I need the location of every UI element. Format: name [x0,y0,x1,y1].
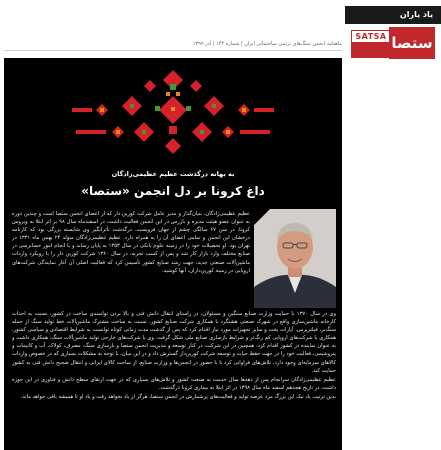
ornament-center [159,70,187,154]
logo-latin: SATSA [351,30,391,43]
logo-bar [351,42,389,58]
article-subhead: به بهانه درگذشت عظیم عظیمی‌زادگان [111,170,235,178]
mourning-ribbon-icon [254,209,270,225]
running-head: ماهنامه انجمن سنگ‌های تزئینی ساختمانی ایران | شماره ۱۴۴ | آذر ۱۳۹۹ [4,40,342,51]
article-paragraph: عظیم عظیمی‌زادگان سرانجام پس از دهه‌ها سال خدمت به صنعت کشور و تلاش‌های بسیاری که در جهت ارتقای سطح دانش و فناوری در این حوزه داشت، در تاریخ هجدهم اسفند ماه سال ۱۳۹۸ در اثر ابتلا به بیماری کرونا درگذشت. [12,376,336,391]
section-tab: یاد یاران [345,6,441,24]
article-paragraph: بدین ترتیب یاد نیک این بزرگ مرد عرصه تولید و فعالیت‌های پرشمارش در انجمن ستصا، هرگز از یاد نخواهد رفت و یاد او تا همیشه باقی خواهد ماند. [20,393,336,400]
article-paragraph: وی در سال ۱۳۷۰ با حمایت وزارت صنایع سنگین و مسئولان، در راستای انتقال دانش فنی و بالا بردن توانمندی ساخت در کشور، نسبت به احداث کارخانه ماشین‌سازی واقع در شهرک صنعتی هشتگرد با همکاری شرکت صنایع کشور، نسبت به ساخت مشترک ماشین‌آلات خط تولید سنگ از جمله سنگ‌بر، فیلترپرس، آپارات پخت و سایر تجهیزات مورد نیاز اقدام کرد که پس از گذشت مدت زمانی کوتاه توانست به شرایط اقتصادی و سیاسی کشور، همکاری با شرکت‌های اروپایی کم رنگ‌تر و شرایط بازسازی صنایع ملی شکل گرفت. وی با شرکت‌های خارجی تولید ماشین‌آلات سنگ، همکاری داشت و به عنوان نماینده در کشور اقدام کرد. همچنین در این شرکت، در کنار توسعه و مدیریت انجمن ستصا و بازسازی سنگ، مصرف، کولاک، آب و کانیمات و پتروشیمی، فعالیت خود را در جهت حفظ حیات و توسعه شرکت کورین‌دار گسترش داد و در این میان، با توجه به مشکلات بسیاری که در خصوص واردات کالاهای سرمایه‌ای وجود دارد، تلاش‌های فراوانی کرد تا با حضور در انجمن‌ها و وزارت صنایع، از ساخت کالای ایرانی و انتقال صحیح دانش فنی به کشور حمایت کند. [12,311,336,374]
article-headline: داغ کرونا بر دل انجمن «ستصا» [81,184,265,198]
sidebar [345,0,441,450]
article-panel [4,58,342,450]
article-intro-text [12,210,250,307]
article-paragraph: عظیم عظیمی‌زادگان، بنیان‌گذار و مدیر عامل شرکت کورین دار که از اعضای انجمن ستصا است و چندین دوره به عنوان عضو هیئت مدیره و بازرس در این انجمن فعالیت داشت، در اسفندماه سال ۹۸ بر اثر ابتلا به ویروس کرونا، در سن ۶۷ سالگی چشم از جهان فروبست. درگذشت تأثرانگیز وی شایسته بزرگی بود که کارنامه درخشان این انجمن و تمامی اعضای آن را به همراه دارد. عظیم عظیمی‌زادگان متولد ۲۴ بهمن ماه ۱۳۳۱ در تهران بود. او تحصیلات خود را در زمینه علوم بانکی در سال ۱۳۵۳ به پایان رساند و با انجام امور حسابرسی در صنایع مختلف وارد بازار کار شد و پس از کسب تجربه، در سال ۱۳۶۰ شرکت کورین دار را با رویکرد واردات ماشین‌آلات صنعتی جدید، جهت رشد صنایع کشور تأسیس کرد که فعالیت اصلی آن آغاز نمایندگی شرکت‌های اروپایی در زمینه کورین‌داران، آنها کوشید. [12,211,250,274]
article-body-text [12,310,336,448]
ornament-motif [62,66,284,164]
logo-persian: ستصا [389,27,435,59]
